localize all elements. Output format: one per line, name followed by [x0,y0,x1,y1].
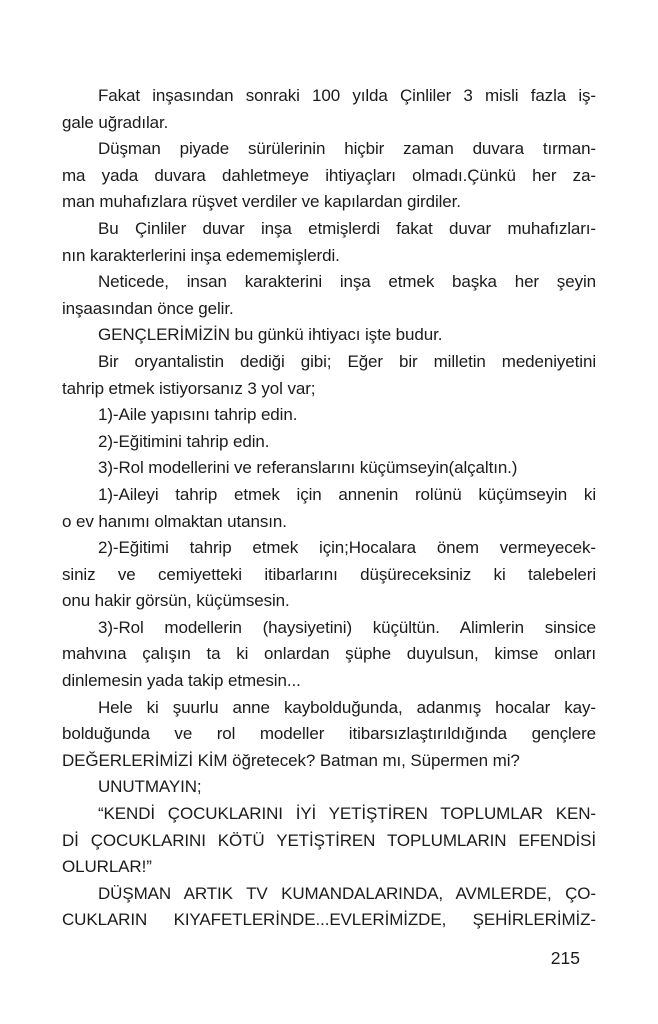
text-line: Hele ki şuurlu anne kaybolduğunda, adanmış hocalar kay- [98,697,596,717]
paragraph [62,269,596,322]
paragraph [62,83,596,136]
text-line: nın karakterlerini inşa edememişlerdi. [62,245,340,265]
text-line: Düşman piyade sürülerinin hiçbir zaman duvara tırman- [98,139,596,159]
text-line: Bu Çinliler duvar inşa etmişlerdi fakat duvar muhafızları- [98,218,596,238]
text-line: Dİ ÇOCUKLARINI KÖTÜ YETİŞTİREN TOPLUMLARIN EFENDİSİ [62,830,596,850]
text-line: Fakat inşasından sonraki 100 yılda Çinliler 3 misli fazla iş- [98,86,596,105]
text-line: 2)-Eğitimi tahrip etmek için;Hocalara önem vermeyecek- [98,538,596,558]
text-line: o ev hanımı olmaktan utansın. [62,511,287,531]
text-line: “KENDİ ÇOCUKLARINI İYİ YETİŞTİREN TOPLUMLAR KEN- [98,804,596,824]
paragraph [62,136,596,216]
text-line: 1)-Aile yapısını tahrip edin. [98,405,298,425]
paragraph [62,695,596,775]
text-line: DEĞERLERİMİZİ KİM öğretecek? Batman mı, Süpermen mi? [62,750,520,770]
paragraph [62,801,596,881]
text-line: bolduğunda ve rol modeller itibarsızlaştırıldığında gençlere [62,724,596,744]
text-line: 1)-Aileyi tahrip etmek için annenin rolünü küçümseyin ki [98,484,596,504]
page-text [62,83,596,934]
text-line: gale uğradılar. [62,112,169,132]
text-line: dinlemesin yada takip etmesin... [62,671,301,691]
paragraph [62,429,596,456]
text-line: onu hakir görsün, küçümsesin. [62,591,290,611]
paragraph [62,216,596,269]
text-line: inşaasından önce gelir. [62,298,234,318]
text-line: ma yada duvara dahletmeye ihtiyaçları olmadı.Çünkü her za- [62,165,596,185]
paragraph [62,482,596,535]
paragraph [62,402,596,429]
text-line: Neticede, insan karakterini inşa etmek başka her şeyin [98,272,596,292]
text-line: 3)-Rol modellerini ve referanslarını küçümseyin(alçaltın.) [98,458,518,478]
page-number: 215 [550,948,580,968]
text-line: mahvına çalışın ta ki onlardan şüphe duyulsun, kimse onları [62,644,596,664]
paragraph [62,322,596,349]
text-line: man muhafızlara rüşvet verdiler ve kapılardan girdiler. [62,192,461,212]
paragraph [62,615,596,695]
text-line: CUKLARIN KIYAFETLERİNDE...EVLERİMİZDE, ŞEHİRLERİMİZ- [62,910,596,930]
text-line: GENÇLERİMİZİN bu günkü ihtiyacı işte budur. [98,325,443,345]
text-line: DÜŞMAN ARTIK TV KUMANDALARINDA, AVMLERDE, ÇO- [98,883,596,903]
text-line: 3)-Rol modellerin (haysiyetini) küçültün. Alimlerin sinsice [98,617,596,637]
paragraph [62,455,596,482]
text-line: tahrip etmek istiyorsanız 3 yol var; [62,378,316,398]
paragraph [62,774,596,801]
text-line: siniz ve cemiyetteki itibarlarını düşüreceksiniz ki talebeleri [62,564,596,584]
text-line: Bir oryantalistin dediği gibi; Eğer bir milletin medeniyetini [98,351,596,371]
text-line: UNUTMAYIN; [98,777,202,797]
text-line: 2)-Eğitimini tahrip edin. [98,431,270,451]
paragraph [62,535,596,615]
text-line: OLURLAR!” [62,857,152,877]
paragraph [62,881,596,934]
paragraph [62,349,596,402]
